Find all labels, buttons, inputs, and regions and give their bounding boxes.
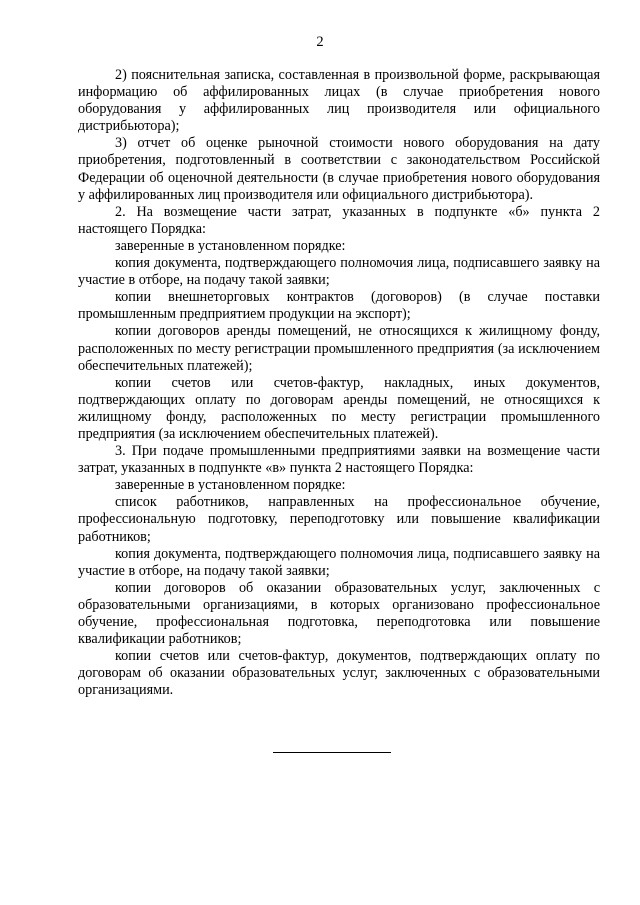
- certified-docs-intro: заверенные в установленном порядке:: [115, 477, 346, 494]
- list-item-valuation-report: 3) отчет об оценке рыночной стоимости нового оборудования на дату приобретения, подготовленный в соответствии с законодательством Российской Федерации об оценочной деятельности (в случае приобретения нового оборудования у аффилированных лиц производителя или официального дистрибьютора).: [78, 135, 600, 203]
- end-divider-line: [273, 752, 391, 753]
- section-2-heading: 2. На возмещение части затрат, указанных в подпункте «б» пункта 2 настоящего Порядка:: [78, 203, 600, 237]
- list-item-lease-agreements: копии договоров аренды помещений, не относящихся к жилищному фонду, расположенных по месту регистрации промышленного предприятия (за исключением обеспечительных платежей);: [78, 323, 600, 374]
- certified-docs-intro: заверенные в установленном порядке:: [115, 237, 346, 254]
- list-item-authority-document: копия документа, подтверждающего полномочия лица, подписавшего заявку на участие в отборе, на подачу такой заявки;: [78, 255, 600, 289]
- list-item-education-contracts: копии договоров об оказании образовательных услуг, заключенных с образовательными организациями, в которых организовано профессиональное обучение, профессиональная подготовка, переподготовка или повышение квалификации работников;: [78, 579, 600, 648]
- list-item-explanatory-note: 2) пояснительная записка, составленная в произвольной форме, раскрывающая информацию об аффилированных лицах (в случае приобретения нового оборудования у аффилированных лиц производителя или официального дистрибьютора);: [78, 67, 600, 135]
- document-body: [78, 67, 600, 699]
- list-item-foreign-trade-contracts: копии внешнеторговых контрактов (договоров) (в случае поставки промышленным предприятием продукции на экспорт);: [78, 289, 600, 323]
- list-item-employee-list: список работников, направленных на профессиональное обучение, профессиональную подготовку, переподготовку или повышение квалификации работников;: [78, 494, 600, 545]
- list-item-education-payment-docs: копии счетов или счетов-фактур, документов, подтверждающих оплату по договорам об оказании образовательных услуг, заключенных с образовательными организациями.: [78, 648, 600, 699]
- list-item-authority-document: копия документа, подтверждающего полномочия лица, подписавшего заявку на участие в отборе, на подачу такой заявки;: [78, 545, 600, 579]
- list-item-lease-payment-docs: копии счетов или счетов-фактур, накладных, иных документов, подтверждающих оплату по договорам аренды помещений, не относящихся к жилищному фонду, расположенных по месту регистрации промышленного предприятия (за исключением обеспечительных платежей).: [78, 374, 600, 442]
- page-number: 2: [316, 34, 324, 50]
- section-3-heading: 3. При подаче промышленными предприятиями заявки на возмещение части затрат, указанных в подпункте «в» пункта 2 настоящего Порядка:: [78, 443, 600, 477]
